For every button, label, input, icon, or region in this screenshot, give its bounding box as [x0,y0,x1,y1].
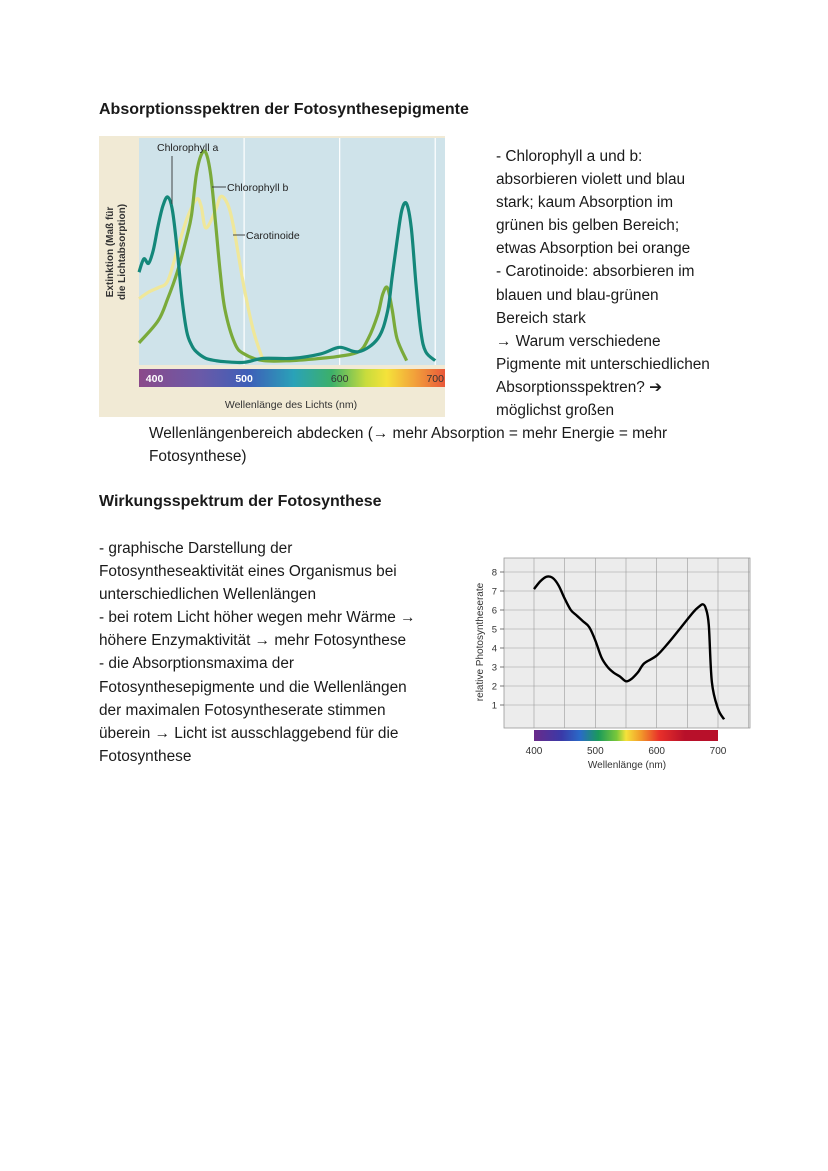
x-tick-label: 400 [525,746,543,757]
absorption-notes [496,145,806,422]
spectrum-bar [534,730,718,741]
text-line: Absorptionsspektren? ➔ [496,378,663,396]
text-line: Wellenlängenbereich abdecken (→ mehr Absorption = mehr Energie = mehr [149,425,668,442]
action-spectrum-chart [470,556,760,772]
label-chlorophyll-a: Chlorophyll a [157,142,219,154]
y-tick-label: 1 [491,700,497,712]
text-line: → Warum verschiedene [496,332,661,350]
x-tick-label: 500 [235,373,253,385]
text-line: der maximalen Fotosyntheserate stimmen [99,701,386,719]
label-carotinoide: Carotinoide [246,230,300,242]
x-tick-label: 600 [648,746,666,757]
text-line: überein → Licht ist ausschlaggebend für die [99,724,399,742]
x-tick-label: 500 [586,746,604,757]
x-axis-label: Wellenlänge (nm) [587,760,667,771]
label-chlorophyll-b: Chlorophyll b [227,182,289,194]
spectrum-bar [139,369,445,387]
text-line: etwas Absorption bei orange [496,240,691,258]
text-line: Fotosynthesepigmente und die Wellenlängen [99,678,407,696]
text-line: - graphische Darstellung der [99,540,293,557]
x-tick-label: 600 [330,373,349,385]
text-line: Pigmente mit unterschiedlichen [496,355,710,373]
text-line: - Carotinoide: absorbieren im [496,263,695,281]
text-line: höhere Enzymaktivität → mehr Fotosynthese [99,632,407,650]
y-tick-label: 5 [491,624,497,636]
x-tick-label: 700 [709,746,727,757]
y-tick-label: 2 [491,681,497,693]
y-tick-label: 3 [491,662,497,674]
text-line: - bei rotem Licht höher wegen mehr Wärme → [99,609,416,627]
text-line: grünen bis gelben Bereich; [496,217,680,235]
plot-area [139,138,445,365]
action-spectrum-notes [99,537,459,768]
text-line: blauen und blau-grünen [496,286,659,304]
x-axis-label: Wellenlänge des Lichts (nm) [224,399,358,411]
text-line: absorbieren violett und blau [496,171,686,189]
text-line: - die Absorptionsmaxima der [99,655,295,673]
text-line: Bereich stark [496,309,586,327]
section-heading-action-spectrum: Wirkungsspektrum der Fotosynthese [99,493,382,510]
y-tick-label: 7 [491,586,497,598]
y-tick-label: 4 [491,643,497,655]
x-tick-label: 400 [145,373,164,385]
text-line: Fotosyntheseaktivität eines Organismus bei [99,563,397,581]
text-line: - Chlorophyll a und b: [496,148,643,165]
text-line: möglichst großen [496,402,615,420]
plot-area [504,558,750,728]
y-tick-label: 6 [491,605,497,617]
section-heading-absorption: Absorptionsspektren der Fotosynthesepigmente [99,101,469,118]
absorption-notes-continued [149,422,789,468]
y-axis-label: relative Photosyntheserate [475,582,486,702]
x-tick-label: 700 [426,373,444,385]
y-axis-label-1: Extinktion (Maß für [105,206,116,298]
text-line: Fotosynthese [99,747,192,765]
y-tick-label: 8 [491,567,497,579]
text-line: Fotosynthese) [149,448,247,466]
text-line: stark; kaum Absorption im [496,194,674,212]
text-line: unterschiedlichen Wellenlängen [99,586,317,604]
absorption-spectrum-chart [99,136,445,417]
y-axis-label-2: die Lichtabsorption) [117,203,128,301]
y-ticks [492,568,504,712]
x-ticks [526,746,727,757]
